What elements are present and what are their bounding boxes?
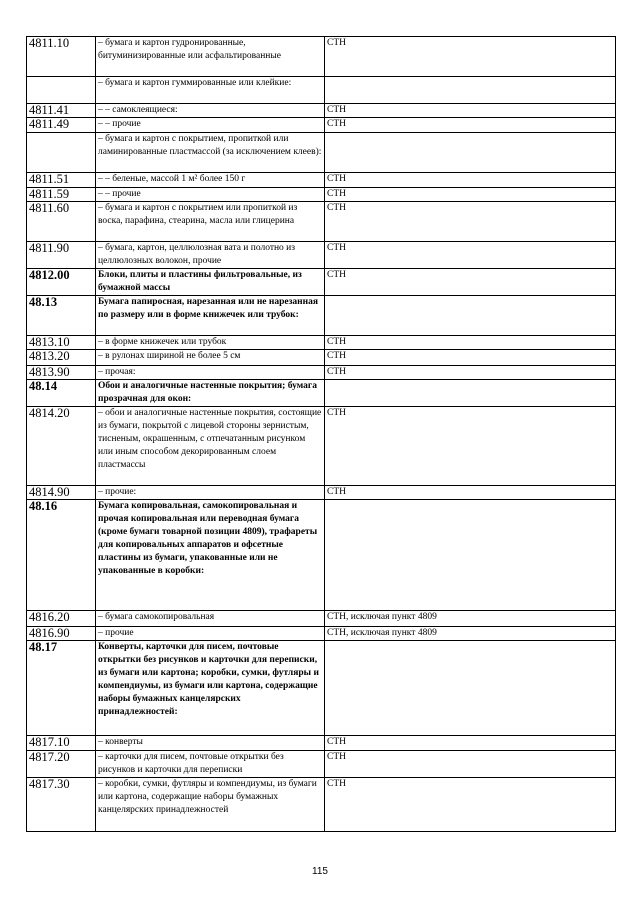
table-row xyxy=(27,350,616,366)
code-cell: 4817.20 xyxy=(27,751,96,778)
code-cell: 4817.10 xyxy=(27,736,96,751)
table-row xyxy=(27,188,616,202)
table-row xyxy=(27,77,616,104)
description-cell: Блоки, плиты и пластины фильтровальные, из бумажной массы xyxy=(96,269,325,296)
table-row xyxy=(27,133,616,173)
description-cell: Бумага копировальная, самокопировальная и прочая копировальная или переводная бумага (кроме бумаги товарной позиции 4809), трафареты для копировальных аппаратов и офсетные пластины из бумаги, упакованные или не упакованные в коробки: xyxy=(96,500,325,611)
code-cell: 4811.51 xyxy=(27,173,96,188)
tariff-table xyxy=(26,36,616,832)
table-row xyxy=(27,641,616,736)
description-cell: – в рулонах шириной не более 5 см xyxy=(96,350,325,366)
code-cell: 4811.49 xyxy=(27,118,96,133)
rule-cell: СТН xyxy=(325,336,616,350)
rule-cell: СТН xyxy=(325,407,616,486)
rule-cell: СТН xyxy=(325,486,616,500)
code-cell: 4814.20 xyxy=(27,407,96,486)
rule-cell: СТН xyxy=(325,242,616,269)
description-cell: – обои и аналогичные настенные покрытия, состоящие из бумаги, покрытой с лицевой стороны зернистым, тисненым, окрашенным, с отпечатанным рисунком или иным способом декорированным слоем пластмассы xyxy=(96,407,325,486)
table-row xyxy=(27,500,616,611)
table-row xyxy=(27,778,616,832)
rule-cell: СТН, исключая пункт 4809 xyxy=(325,627,616,641)
description-cell: – – беленые, массой 1 м² более 150 г xyxy=(96,173,325,188)
table-row xyxy=(27,751,616,778)
description-cell: – – самоклеящиеся: xyxy=(96,104,325,118)
table-row xyxy=(27,202,616,242)
table-row xyxy=(27,296,616,336)
description-cell: – бумага и картон гуммированные или клейкие: xyxy=(96,77,325,104)
code-cell: 4811.10 xyxy=(27,37,96,77)
rule-cell: СТН xyxy=(325,366,616,380)
rule-cell: СТН xyxy=(325,269,616,296)
table-row xyxy=(27,736,616,751)
description-cell: – конверты xyxy=(96,736,325,751)
table-row xyxy=(27,104,616,118)
rule-cell: СТН, исключая пункт 4809 xyxy=(325,611,616,627)
code-cell: 4813.20 xyxy=(27,350,96,366)
rule-cell: СТН xyxy=(325,104,616,118)
code-cell: 4811.59 xyxy=(27,188,96,202)
rule-cell xyxy=(325,133,616,173)
table-row xyxy=(27,242,616,269)
code-cell xyxy=(27,77,96,104)
page-number: 115 xyxy=(312,866,328,877)
description-cell: – коробки, сумки, футляры и компендиумы, из бумаги или картона, содержащие наборы бумажных канцелярских принадлежностей xyxy=(96,778,325,832)
description-cell: Обои и аналогичные настенные покрытия; бумага прозрачная для окон: xyxy=(96,380,325,407)
code-cell: 4814.90 xyxy=(27,486,96,500)
table-row xyxy=(27,611,616,627)
code-cell: 4816.90 xyxy=(27,627,96,641)
description-cell: Бумага папиросная, нарезанная или не нарезанная по размеру или в форме книжечек или трубок: xyxy=(96,296,325,336)
rule-cell: СТН xyxy=(325,37,616,77)
rule-cell: СТН xyxy=(325,173,616,188)
rule-cell: СТН xyxy=(325,202,616,242)
rule-cell: СТН xyxy=(325,118,616,133)
table-row xyxy=(27,366,616,380)
code-cell: 4812.00 xyxy=(27,269,96,296)
tariff-table-body xyxy=(27,37,616,832)
description-cell: – прочие xyxy=(96,627,325,641)
description-cell: Конверты, карточки для писем, почтовые открытки без рисунков и карточки для переписки, из бумаги или картона; коробки, сумки, футляры и компендиумы, из бумаги или картона, содержащие наборы бумажных канцелярских принадлежностей: xyxy=(96,641,325,736)
code-cell xyxy=(27,133,96,173)
table-row xyxy=(27,37,616,77)
description-cell: – – прочие xyxy=(96,188,325,202)
code-cell: 48.14 xyxy=(27,380,96,407)
code-cell: 4811.60 xyxy=(27,202,96,242)
table-row xyxy=(27,627,616,641)
table-row xyxy=(27,407,616,486)
rule-cell: СТН xyxy=(325,778,616,832)
code-cell: 48.13 xyxy=(27,296,96,336)
code-cell: 4816.20 xyxy=(27,611,96,627)
description-cell: – прочая: xyxy=(96,366,325,380)
code-cell: 4813.90 xyxy=(27,366,96,380)
description-cell: – бумага и картон гудронированные, битуминизированные или асфальтированные xyxy=(96,37,325,77)
table-row xyxy=(27,486,616,500)
rule-cell xyxy=(325,296,616,336)
rule-cell xyxy=(325,380,616,407)
rule-cell: СТН xyxy=(325,350,616,366)
description-cell: – бумага и картон с покрытием или пропиткой из воска, парафина, стеарина, масла или глицерина xyxy=(96,202,325,242)
rule-cell xyxy=(325,77,616,104)
table-row xyxy=(27,173,616,188)
table-row xyxy=(27,118,616,133)
description-cell: – в форме книжечек или трубок xyxy=(96,336,325,350)
description-cell: – бумага и картон с покрытием, пропиткой или ламинированные пластмассой (за исключением клеев): xyxy=(96,133,325,173)
rule-cell: СТН xyxy=(325,751,616,778)
rule-cell: СТН xyxy=(325,736,616,751)
rule-cell xyxy=(325,641,616,736)
code-cell: 4811.90 xyxy=(27,242,96,269)
description-cell: – бумага, картон, целлюлозная вата и полотно из целлюлозных волокон, прочие xyxy=(96,242,325,269)
code-cell: 4813.10 xyxy=(27,336,96,350)
description-cell: – карточки для писем, почтовые открытки без рисунков и карточки для переписки xyxy=(96,751,325,778)
code-cell: 4817.30 xyxy=(27,778,96,832)
code-cell: 48.16 xyxy=(27,500,96,611)
description-cell: – прочие: xyxy=(96,486,325,500)
code-cell: 48.17 xyxy=(27,641,96,736)
table-row xyxy=(27,269,616,296)
description-cell: – – прочие xyxy=(96,118,325,133)
rule-cell: СТН xyxy=(325,188,616,202)
code-cell: 4811.41 xyxy=(27,104,96,118)
table-row xyxy=(27,380,616,407)
table-row xyxy=(27,336,616,350)
rule-cell xyxy=(325,500,616,611)
description-cell: – бумага самокопировальная xyxy=(96,611,325,627)
